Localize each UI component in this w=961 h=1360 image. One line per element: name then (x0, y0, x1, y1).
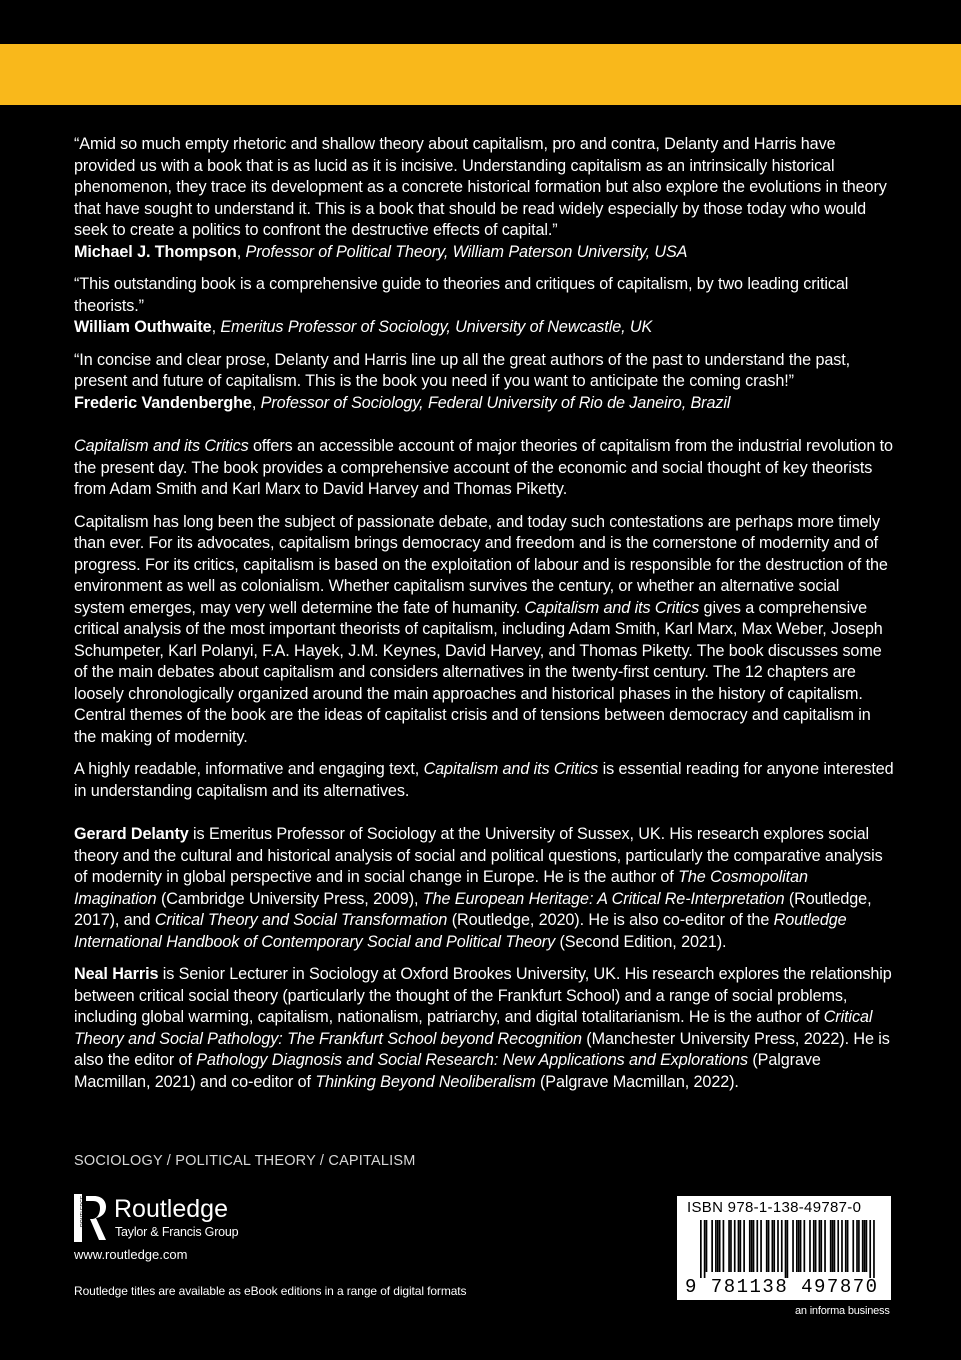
book-ref: Pathology Diagnosis and Social Research: New Applications and Explorations (196, 1051, 748, 1069)
barcode-bar (824, 1220, 826, 1272)
endorser-affiliation: Professor of Political Theory, William Paterson University, USA (245, 242, 688, 261)
description-text: Capitalism has long been the subject of passionate debate, and today such contestations are perhaps more timely than ever. For its advocates, capitalism brings democracy and freedom and is the cornerstone of modernity and of progress. For its critics, capitalism is based on the exploitation of labour and is responsible for the destruction of the environment as well as colonialism. Whether capitalism survives the century, or whether an alternative social system emerges, may very well determine the fate of humanity. (74, 512, 888, 617)
endorsement-vandenberghe: “In concise and clear prose, Delanty and Harris line up all the great authors of the past to understand the past, present and future of capitalism. This is the book you need if you want to anticipate the coming crash!” Frederic Vandenberghe, Professor of Sociology, Federal University of Rio de Janeiro, Brazil (74, 350, 851, 412)
author-name: Gerard Delanty (74, 825, 189, 843)
publisher-logo (74, 1194, 274, 1244)
subject-categories: SOCIOLOGY / POLITICAL THEORY / CAPITALISM (74, 1153, 416, 1169)
barcode-bar (796, 1220, 798, 1272)
barcode-bar (740, 1220, 742, 1272)
barcode-bar (869, 1220, 871, 1278)
barcode-bar (772, 1220, 774, 1272)
barcode-bar (760, 1220, 762, 1272)
barcode-bar (813, 1220, 815, 1272)
author-bio-delanty (74, 824, 894, 953)
barcode-bar (768, 1220, 770, 1272)
barcode-bar (809, 1220, 811, 1272)
barcode-bar (873, 1220, 875, 1278)
barcode-icon (700, 1220, 875, 1278)
barcode-bar (723, 1220, 725, 1272)
barcode-bar (773, 1220, 775, 1272)
barcode-bar (753, 1220, 755, 1272)
bio-text: (Cambridge University Press, 2009), (156, 889, 423, 908)
book-title: Capitalism and its Critics (74, 437, 249, 455)
barcode-bar (792, 1220, 794, 1272)
barcode-bar (837, 1220, 839, 1272)
barcode-bar (711, 1220, 713, 1272)
description-paragraph-3 (74, 759, 894, 802)
barcode-bar (785, 1220, 787, 1278)
barcode-bar (766, 1220, 768, 1272)
back-cover-text (74, 134, 894, 1093)
endorser-name: William Outhwaite (74, 318, 212, 336)
barcode-bar (847, 1220, 849, 1272)
book-title: Capitalism and its Critics (423, 760, 599, 778)
routledge-emblem-icon (74, 1194, 108, 1242)
book-ref: The Cosmopolitan Imagination (74, 868, 808, 908)
bio-text: (Manchester University Press, 2022). He is also the editor of (74, 1029, 890, 1069)
book-ref: The European Heritage: A Critical Re-Interpretation (422, 889, 785, 908)
endorsement-quote: “Amid so much empty rhetoric and shallow theory about capitalism, pro and contra, Delanty and Harris have provided us with a book that is as lucid as it is incisive. Understanding capitalism as an intrinsically historical phenomenon, they trace its development as a concrete historical formation but also explore the evolutions in theory that have sought to understand it. This is a book that should be read widely especially by those today who would seek to create a politics to confront the destructive effects of capital.” (74, 135, 887, 239)
barcode-bar (830, 1220, 832, 1272)
barcode-bar (820, 1220, 822, 1272)
book-ref: Thinking Beyond Neoliberalism (315, 1072, 536, 1091)
description-paragraph-1 (74, 436, 894, 501)
barcode-bar (815, 1220, 817, 1272)
barcode-bar (749, 1220, 751, 1272)
publisher-url[interactable]: www.routledge.com (74, 1247, 188, 1262)
barcode-bar (798, 1220, 800, 1272)
barcode-bar (845, 1220, 847, 1272)
accent-band (0, 44, 961, 105)
barcode-bar (800, 1220, 802, 1272)
barcode-bar (858, 1220, 860, 1272)
barcode-bar (856, 1220, 858, 1272)
bio-text: (Palgrave Macmillan, 2022). (535, 1072, 739, 1091)
book-title: Capitalism and its Critics (524, 598, 700, 617)
barcode-bar (787, 1220, 789, 1278)
barcode-bar (719, 1220, 721, 1272)
barcode-bar (864, 1220, 866, 1272)
barcode-bar (841, 1220, 843, 1272)
barcode-bar (743, 1220, 745, 1272)
bio-text: is Senior Lecturer in Sociology at Oxford Brookes University, UK. His research explores the relationship between critical social theory (particularly the thought of the Frankfurt School) and a range of social problems, including global warming, capitalism, nationalism, patriarchy, and digital totalitarianism. He is the author of (74, 965, 892, 1026)
endorser-affiliation: Professor of Sociology, Federal University of Rio de Janeiro, Brazil (260, 393, 731, 412)
barcode-bar (777, 1220, 779, 1272)
author-bio-harris (74, 964, 894, 1093)
endorser-name: Frederic Vandenberghe (74, 393, 252, 412)
endorser-name: Michael J. Thompson (74, 242, 237, 261)
bio-text: (Second Edition, 2021). (555, 932, 727, 951)
barcode-bar (715, 1220, 717, 1272)
barcode-bar (700, 1220, 702, 1278)
ebook-note: Routledge titles are available as eBook editions in a range of digital formats (74, 1284, 467, 1298)
book-ref: Critical Theory and Social Pathology: The Frankfurt School beyond Recognition (74, 1008, 873, 1048)
barcode-bar (832, 1220, 834, 1272)
isbn-label: ISBN 978-1-138-49787-0 (687, 1199, 862, 1216)
book-ref: Critical Theory and Social Transformation (154, 911, 448, 929)
barcode-bar (738, 1220, 740, 1272)
barcode-bar (803, 1220, 805, 1272)
svg-text:ROUTLEDGE: ROUTLEDGE (80, 1195, 86, 1227)
description-text: offers an accessible account of major theories of capitalism from the industrial revolution to the present day. The book provides a comprehensive account of the economic and social thought of key theorists from Adam Smith and Karl Marx to David Harvey and Thomas Piketty. (74, 437, 893, 498)
isbn-digits: 9 781138 497870 (685, 1276, 879, 1298)
description-text: is essential reading for anyone interested in understanding capitalism and its alternatives. (74, 760, 894, 800)
endorser-affiliation: Emeritus Professor of Sociology, University of Newcastle, UK (220, 318, 653, 336)
barcode-bar (834, 1220, 836, 1272)
bio-text: (Palgrave Macmillan, 2021) and co-editor of (74, 1051, 821, 1091)
barcode-bar (730, 1220, 732, 1272)
barcode-bar (852, 1220, 854, 1272)
barcode-bar (781, 1220, 783, 1272)
endorsement-thompson: “Amid so much empty rhetoric and shallow theory about capitalism, pro and contra, Delanty and Harris have provided us with a book that is as lucid as it is incisive. Understanding capitalism as an intrinsically historical phenomenon, they trace its development as a concrete historical formation but also explore the evolutions in theory that have sought to understand it. This is a book that should be read widely especially by those today who would seek to create a politics to confront the destructive effects of capital.” Michael J. Thompson, Professor of Political Theory, William Paterson University, USA (74, 135, 887, 261)
barcode-bar (866, 1220, 868, 1272)
barcode-bar (728, 1220, 730, 1272)
barcode-bar (717, 1220, 719, 1272)
book-ref: Routledge International Handbook of Contemporary Social and Political Theory (74, 911, 847, 951)
barcode-bar (756, 1220, 758, 1272)
bio-text: is Emeritus Professor of Sociology at the University of Sussex, UK. His research explores social theory and the cultural and historical analysis of social and political questions, particularly the comparative analysis of modernity in global perspective and in social change in Europe. He is the author of (74, 825, 883, 886)
barcode-bar (751, 1220, 753, 1272)
description-paragraph-2 (74, 512, 894, 749)
publisher-name: Routledge (114, 1195, 228, 1223)
isbn-barcode-box (677, 1196, 891, 1300)
bio-text: (Routledge, 2020). He is also co-editor of the (447, 911, 774, 929)
barcode-bar (706, 1220, 708, 1272)
endorsement-outhwaite: “This outstanding book is a comprehensive guide to theories and critiques of capitalism, by two leading critical theorists.” William Outhwaite, Emeritus Professor of Sociology, University of Newcastle, UK (74, 275, 849, 336)
endorsement-quote: “In concise and clear prose, Delanty and Harris line up all the great authors of the past to understand the past, present and future of capitalism. This is the book you need if you want to anticipate the coming crash!” (74, 350, 851, 390)
publisher-group: Taylor & Francis Group (115, 1225, 239, 1239)
barcode-bar (734, 1220, 736, 1272)
informa-tagline: an informa business (795, 1305, 890, 1317)
description-text: gives a comprehensive critical analysis of the most important theorists of capitalism, including Adam Smith, Karl Marx, Max Weber, Joseph Schumpeter, Karl Polanyi, F.A. Hayek, J.M. Keynes, David Harvey, and Thomas Piketty. The book discusses some of the main debates about capitalism and considers alternatives in the twenty-first century. The 12 chapters are loosely chronologically organized around the main approaches and historical phases in the history of capitalism. Central themes of the book are the ideas of capitalist crisis and of tensions between democracy and capitalism in the making of modernity. (74, 598, 883, 746)
barcode-bar (862, 1220, 864, 1272)
barcode-bar (704, 1220, 706, 1278)
bio-text: (Routledge, 2017), and (74, 889, 872, 929)
endorsement-quote: “This outstanding book is a comprehensive guide to theories and critiques of capitalism, by two leading critical theorists.” (74, 275, 849, 315)
author-name: Neal Harris (74, 965, 159, 983)
barcode-bar (819, 1220, 821, 1272)
description-text: A highly readable, informative and engaging text, (74, 760, 424, 778)
